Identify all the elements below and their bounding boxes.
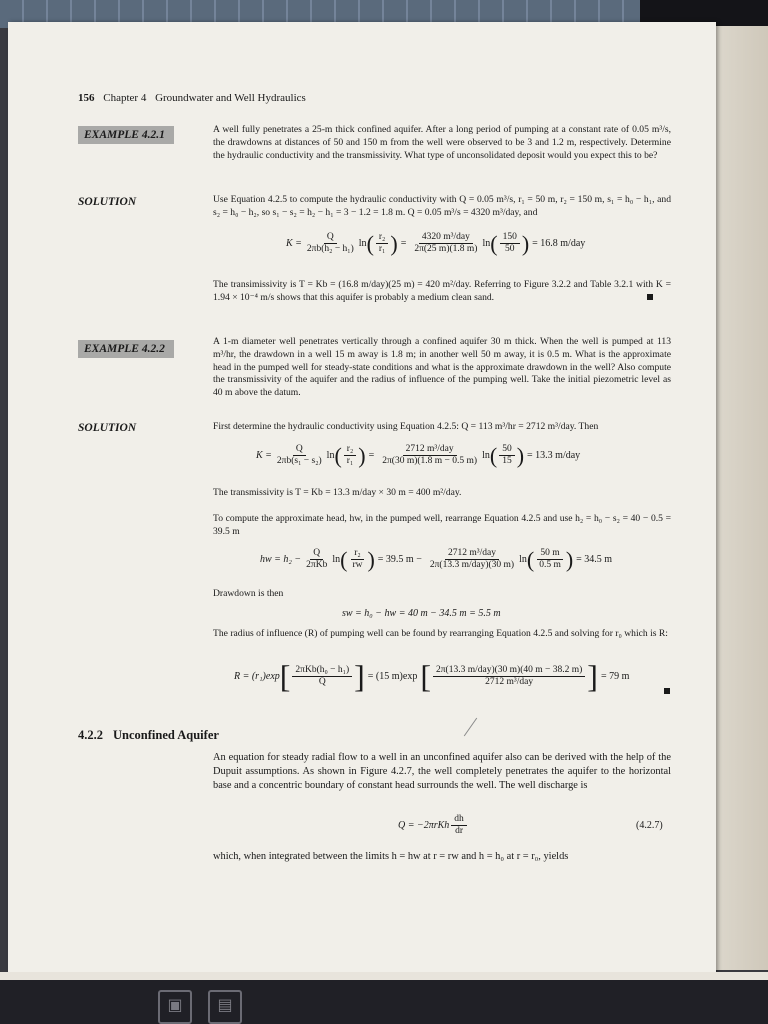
chapter-title: Groundwater and Well Hydraulics	[155, 92, 306, 104]
eq-ln: ln	[482, 238, 491, 249]
eq-equals: =	[400, 238, 407, 249]
drawdown-intro: Drawdown is then	[213, 588, 284, 599]
eq-result: = 16.8 m/day	[532, 238, 586, 249]
transmissivity-line: The transmissivity is T = Kb = 13.3 m/day × 30 m = 400 m²/day.	[213, 487, 462, 498]
example-1-closing: The transimissivity is T = Kb = (16.8 m/day)(25 m) = 420 m²/day. Referring to Figure 3.2.2 and Table 3.2.1 with K = 1.94 × 10⁻⁴ m/s shows that this aquifer is probably a medium clean sand.	[213, 279, 671, 303]
equation-radius: R = (r₁)exp [ $\frac{\text{2πKb(h₀ − h₁)}}{Q}$ ] = (15 m)exp [ $\frac{\text{2π(13.3 m/day)(30 m)(40 m − 38.2 m)}}{\text{2712 m³/day}}$ ] = 79 m	[234, 658, 630, 694]
radius-intro: The radius of influence (R) of pumping well can be found by rearranging Equation 4.2.5 and solving for r₀ which is R:	[213, 628, 668, 639]
example-2-problem: A 1-m diameter well penetrates vertically through a confined aquifer 30 m thick. When the well is pumped at 113 m³/hr, the drawdown in a well 15 m away is 1.8 m; in another well 50 m away, it is 0.5 m. What is the approximate head in the pumped well for steady-state conditions and what is the approximate drawdown in the well? Also compute the transmissivity of the aquifer and the radius of influence of the pumping well. Take the initial piezometric level as 40 m above the datum.	[213, 336, 671, 399]
example-1-problem: A well fully penetrates a 25-m thick confined aquifer. After a long period of pumping at a constant rate of 0.05 m³/s, the drawdowns at distances of 50 and 150 m from the well were observed to be 3 and 1.2 m, respectively. Determine the hydraulic conductivity and the transmissivity. What type of unconsolidated deposit would you expect this to be?	[213, 124, 671, 161]
equation-k-1: K = $\frac{Q}{\text{2πb(h₂ − h₁)}}$ ln ( $\frac{\text{r₂}}{\text{r₁}}$ ) = $\frac{\text{4320 m³/day}}{2\pi(25 m)(1.8 m)}$ ln ( $\frac{150}{50}$ ) = 16.8 m/day	[286, 230, 586, 256]
solution-label-2: SOLUTION	[78, 422, 137, 434]
equation-k-2: K = $\frac{Q}{\text{2πb(s₁ − s₂)}}$ ln ( $\frac{\text{r₂}}{\text{r₁}}$ ) = $\frac{\text{2712 m³/day}}{2\pi(30 m)(1.8 m - 0.5 m)}$ ln ( $\frac{50}{15}$ ) = 13.3 m/day	[256, 442, 581, 468]
page-number: 156	[78, 92, 95, 104]
equation-head: hw = h₂ − $\frac{Q}{\text{2πKb}}$ ln ( $\frac{\text{r₂}}{rw}$ ) = 39.5 m − $\frac{\text{2712 m³/day}}{\text{2π(13.3 m/day)(30 m)}}$ ln ( $\frac{50 m}{0.5 m}$ ) = 34.5 m	[260, 546, 613, 572]
section-number: 4.2.2	[78, 728, 103, 742]
scanner-app-icon[interactable]: ▣	[158, 990, 192, 1024]
section-closing: which, when integrated between the limits h = hw at r = rw and h = h₀ at r = r₀, yields	[213, 851, 569, 862]
equation-number: (4.2.7)	[636, 820, 663, 831]
solution-2-text: First determine the hydraulic conductivity using Equation 4.2.5: Q = 113 m³/hr = 2712 m³/day. Then	[213, 421, 599, 432]
section-paragraph: An equation for steady radial flow to a well in an unconfined aquifer also can be derived with the help of the Dupuit assumptions. As shown in Figure 4.2.7, the well completely penetrates the aquifer to the horizontal base and a concentric boundary of constant head surrounds the well. The well discharge is	[213, 752, 671, 791]
head-intro: To compute the approximate head, hw, in the pumped well, rearrange Equation 4.2.5 and use h₂ = h₀ − s₂ = 40 − 0.5 = 39.5 m	[213, 513, 671, 537]
book-page	[8, 22, 716, 980]
eq-frac-values: $\frac{\text{4320 m³/day}}{2\pi(25 m)(1.8 m)}$	[414, 232, 478, 254]
section-heading	[78, 728, 229, 743]
eq-ratio-values: $\frac{150}{50}$	[500, 232, 520, 255]
equation-4-2-7: Q = −2πrKh $\frac{dh}{dr}$	[398, 814, 469, 837]
eq-frac: $\frac{Q}{\text{2πb(h₂ − h₁)}}$	[306, 232, 354, 254]
bottom-bar	[0, 980, 768, 1024]
solution-label-1: SOLUTION	[78, 196, 137, 208]
example-label-2: EXAMPLE 4.2.2	[78, 340, 174, 358]
page-bottom-edge	[0, 972, 768, 980]
example-label-1: EXAMPLE 4.2.1	[78, 126, 174, 144]
eq-ratio: $\frac{\text{r₂}}{\text{r₁}}$	[376, 232, 388, 255]
facing-page-edge	[716, 26, 768, 970]
running-header	[78, 92, 306, 104]
chapter-label: Chapter 4	[103, 92, 147, 104]
eq-ln: ln	[358, 238, 367, 249]
section-title: Unconfined Aquifer	[113, 728, 219, 742]
solution-1-text: Use Equation 4.2.5 to compute the hydraulic conductivity with Q = 0.05 m³/s, r₁ = 50 m, r₂ = 150 m, s₁ = h₀ − h₁, and s₂ = h₀ − h₂, so s₁ − s₂ = h₂ − h₁ = 3 − 1.2 = 1.8 m. Q = 0.05 m³/s = 4320 m³/day, and	[213, 194, 671, 218]
end-of-example-mark-2	[664, 688, 670, 694]
eq-lhs: K =	[286, 238, 302, 249]
end-of-example-mark	[647, 294, 653, 300]
drawdown-equation: sw = h₀ − hw = 40 m − 34.5 m = 5.5 m	[342, 608, 501, 619]
window-icon[interactable]: ▤	[208, 990, 242, 1024]
